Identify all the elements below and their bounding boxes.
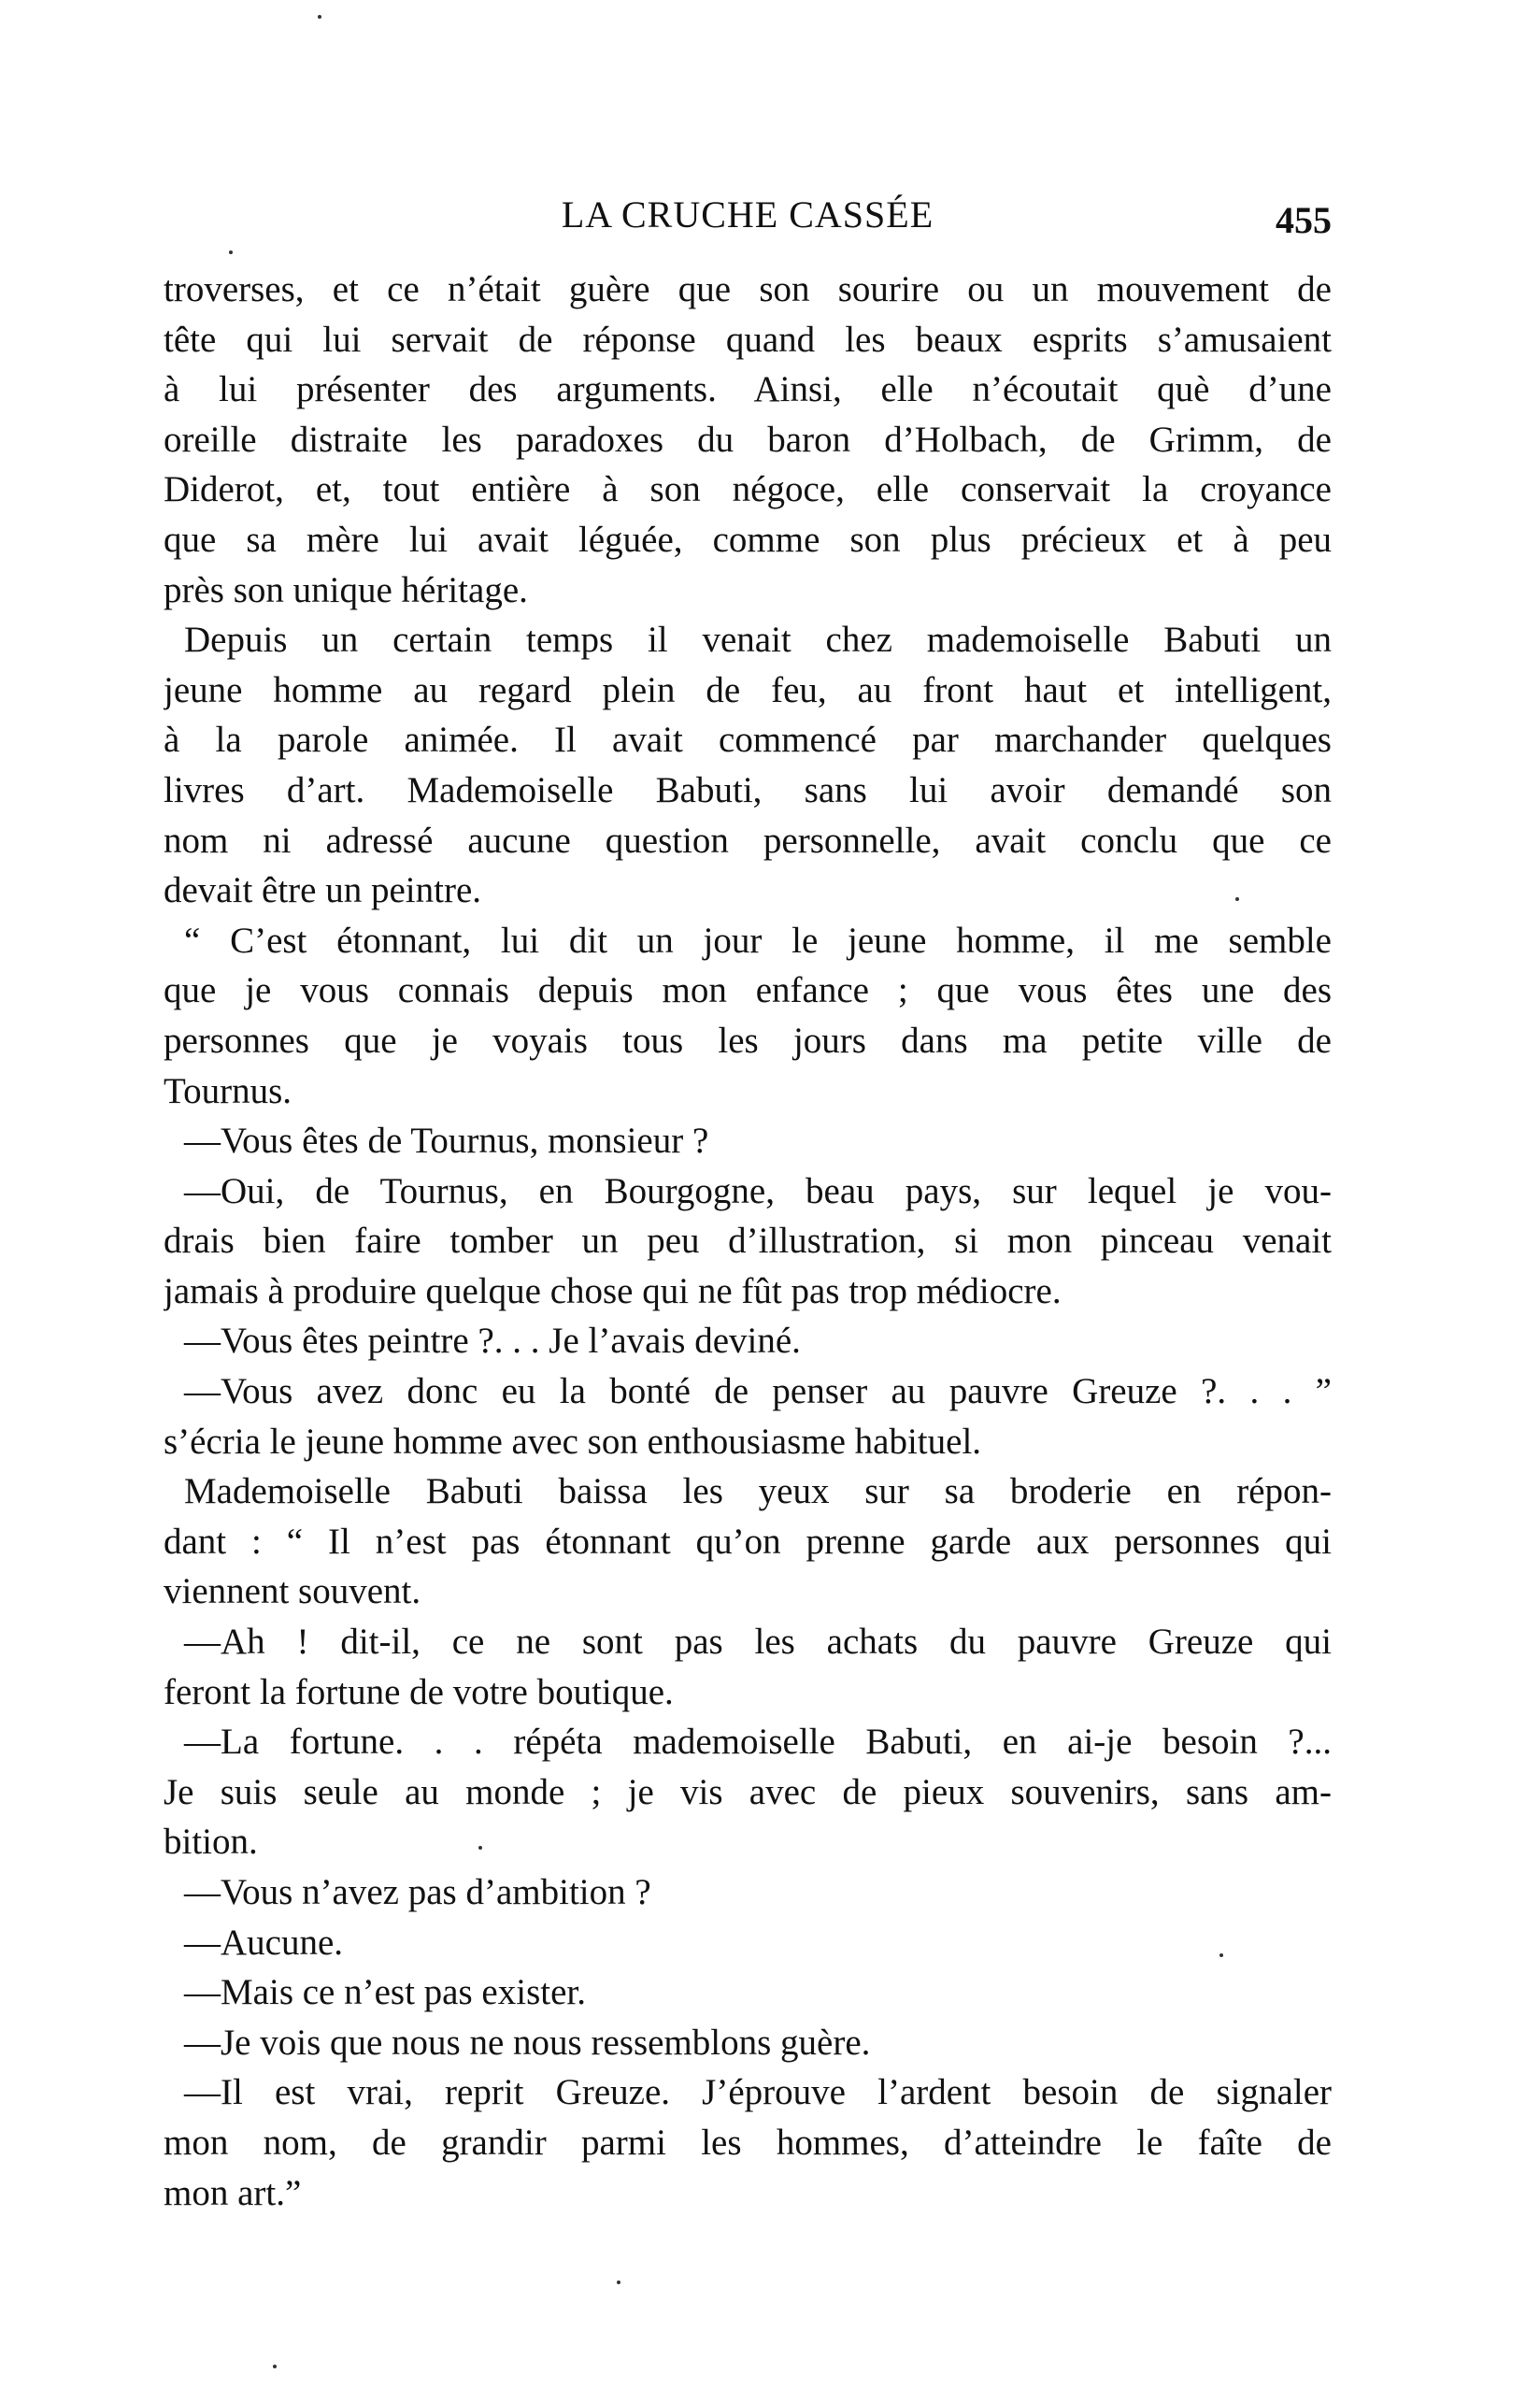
text-line: Je suis seule au monde ; je vis avec de pieux souvenirs, sans am- (164, 1771, 1332, 1812)
text-line: que je vous connais depuis mon enfance ; que vous êtes une des (164, 970, 1332, 1011)
text-line: —Vous n’avez pas d’ambition ? (184, 1872, 651, 1912)
text-line: dant : “ Il n’est pas étonnant qu’on prenne garde aux personnes qui (164, 1521, 1332, 1562)
text-line: bition. (164, 1822, 258, 1863)
text-line: —Il est vrai, reprit Greuze. J’éprouve l’ardent besoin de signaler (184, 2072, 1332, 2113)
running-head (164, 187, 1332, 243)
text-line: devait être un peintre. (164, 870, 482, 911)
text-line: —La fortune. . . répéta mademoiselle Babuti, en ai-je besoin ?... (184, 1722, 1332, 1763)
text-line: mon nom, de grandir parmi les hommes, d’atteindre le faîte de (164, 2122, 1332, 2163)
body-text (164, 265, 1332, 2218)
text-line: à la parole animée. Il avait commencé par marchander quelques (164, 720, 1332, 761)
scan-speck (1219, 1953, 1223, 1957)
text-line: jeune homme au regard plein de feu, au front haut et intelligent, (164, 669, 1332, 710)
text-line: —Oui, de Tournus, en Bourgogne, beau pays, sur lequel je vou- (184, 1170, 1332, 1211)
scan-speck (1235, 897, 1239, 901)
text-line: —Je vois que nous ne nous ressemblons guère. (184, 2022, 871, 2063)
scan-speck (229, 250, 233, 254)
text-line: —Mais ce n’est pas exister. (184, 1972, 586, 2013)
text-line: Mademoiselle Babuti baissa les yeux sur sa broderie en répon- (184, 1471, 1332, 1512)
text-line: Tournus. (164, 1070, 292, 1111)
text-line: livres d’art. Mademoiselle Babuti, sans lui avoir demandé son (164, 769, 1332, 810)
text-line: à lui présenter des arguments. Ainsi, elle n’écoutait què d’une (164, 369, 1332, 410)
text-line: Diderot, et, tout entière à son négoce, elle conservait la croyance (164, 469, 1332, 510)
text-line: s’écria le jeune homme avec son enthousiasme habituel. (164, 1421, 982, 1462)
text-line: personnes que je voyais tous les jours dans ma petite ville de (164, 1020, 1332, 1061)
text-line: “ C’est étonnant, lui dit un jour le jeune homme, il me semble (184, 920, 1332, 961)
page-number: 455 (1276, 199, 1332, 241)
text-line: près son unique héritage. (164, 569, 528, 610)
text-line: troverses, et ce n’était guère que son sourire ou un mouvement de (164, 269, 1332, 309)
text-line: —Vous êtes peintre ?. . . Je l’avais deviné. (184, 1321, 801, 1362)
text-line: —Vous avez donc eu la bonté de penser au pauvre Greuze ?. . . ” (184, 1371, 1332, 1412)
text-line: mon art.” (164, 2172, 302, 2213)
text-line: —Vous êtes de Tournus, monsieur ? (184, 1121, 709, 1162)
text-line: que sa mère lui avait léguée, comme son plus précieux et à peu (164, 519, 1332, 560)
scan-speck (273, 2365, 277, 2368)
text-line: jamais à produire quelque chose qui ne fût pas trop médiocre. (164, 1270, 1062, 1311)
text-line: oreille distraite les paradoxes du baron d’Holbach, de Grimm, de (164, 419, 1332, 460)
scan-speck (617, 2280, 620, 2284)
text-line: feront la fortune de votre boutique. (164, 1671, 674, 1712)
text-line: drais bien faire tomber un peu d’illustration, si mon pinceau venait (164, 1221, 1332, 1262)
text-line: —Ah ! dit-il, ce ne sont pas les achats du pauvre Greuze qui (184, 1622, 1332, 1663)
text-line: viennent souvent. (164, 1571, 421, 1612)
text-line: Depuis un certain temps il venait chez mademoiselle Babuti un (184, 620, 1332, 661)
text-line: —Aucune. (184, 1922, 344, 1963)
text-line: tête qui lui servait de réponse quand les beaux esprits s’amusaient (164, 319, 1332, 360)
running-title: LA CRUCHE CASSÉE (561, 193, 934, 236)
scan-speck (318, 15, 321, 19)
scan-speck (478, 1846, 482, 1850)
text-line: nom ni adressé aucune question personnelle, avait conclu que ce (164, 820, 1332, 861)
